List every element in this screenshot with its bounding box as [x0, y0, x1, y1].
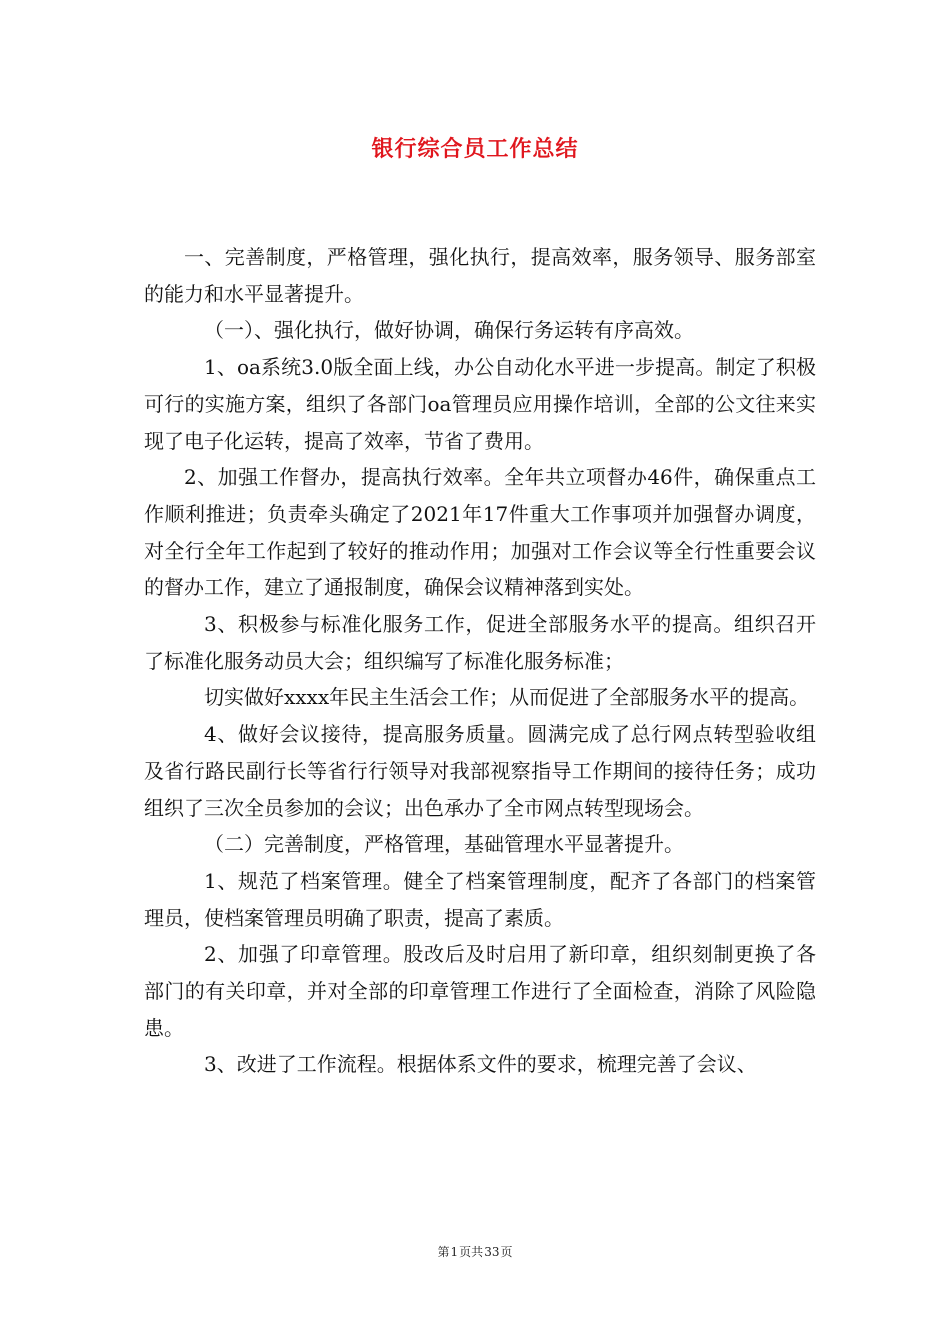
section-heading-1: 一、完善制度，严格管理，强化执行，提高效率，服务领导、服务部室的能力和水平显著提升。: [144, 245, 816, 306]
paragraph-5: 4、做好会议接待，提高服务质量。圆满完成了总行网点转型验收组及省行路民副行长等省行行领导对我部视察指导工作期间的接待任务；成功组织了三次全员参加的会议；出色承办了全市网点转型现场会。: [144, 722, 816, 820]
paragraph-2: 2、加强工作督办，提高执行效率。全年共立项督办46件，确保重点工作顺利推进；负责牵头确定了2021年17件重大工作事项并加强督办调度，对全行全年工作起到了较好的推动作用；加强对工作会议等全行性重要会议的督办工作，建立了通报制度，确保会议精神落到实处。: [144, 465, 816, 600]
current-page-number: 1: [450, 1245, 459, 1259]
paragraph-6: 1、规范了档案管理。健全了档案管理制度，配齐了各部门的档案管理员，使档案管理员明确了职责，提高了素质。: [144, 868, 816, 930]
document-body: [144, 239, 816, 1083]
paragraph-7: 2、加强了印章管理。股改后及时启用了新印章，组织刻制更换了各部门的有关印章，并对全部的印章管理工作进行了全面检查，消除了风险隐患。: [144, 942, 816, 1040]
total-pages-number: 33: [484, 1245, 500, 1259]
paragraph-1: 1、oa系统3.0版全面上线，办公自动化水平进一步提高。制定了积极可行的实施方案，组织了各部门oa管理员应用操作培训，全部的公文往来实现了电子化运转，提高了效率，节省了费用。: [144, 355, 816, 453]
footer-middle: 页共: [459, 1245, 484, 1259]
footer-prefix: 第: [437, 1245, 450, 1259]
paragraph-3: 3、积极参与标准化服务工作，促进全部服务水平的提高。组织召开了标准化服务动员大会；组织编写了标准化服务标准；: [144, 612, 816, 673]
subsection-heading-2: （二）完善制度，严格管理，基础管理水平显著提升。: [204, 832, 684, 857]
page-number-footer: [0, 1244, 950, 1260]
subsection-heading-1: （一）、强化执行，做好协调，确保行务运转有序高效。: [204, 318, 694, 343]
paragraph-4: 切实做好xxxx年民主生活会工作；从而促进了全部服务水平的提高。: [204, 685, 810, 710]
paragraph-8: 3、改进了工作流程。根据体系文件的要求，梳理完善了会议、: [204, 1052, 757, 1077]
footer-suffix: 页: [500, 1245, 513, 1259]
document-title: 银行综合员工作总结: [371, 136, 579, 162]
